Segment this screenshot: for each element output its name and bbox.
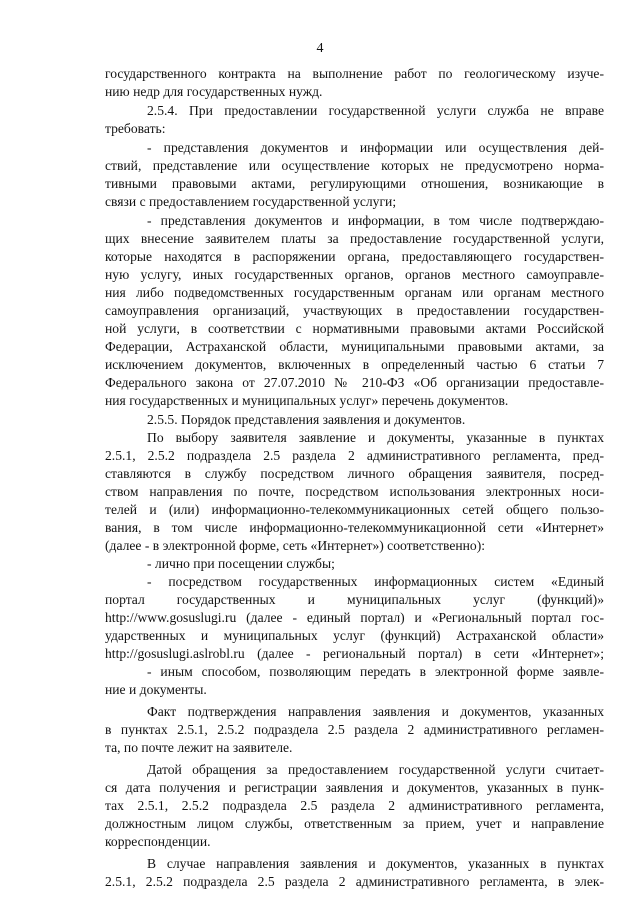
- text-line: - посредством государственных информационных систем «Единый: [147, 574, 604, 589]
- text-line: 2.5.1, 2.5.2 подраздела 2.5 раздела 2 административного регламента, в элек-: [105, 874, 604, 889]
- text-line: Датой обращения за предоставлением государственной услуги считает-: [147, 762, 604, 777]
- text-line: По выбору заявителя заявление и документы, указанные в пунктах: [147, 430, 604, 445]
- text-line: ставляются в службу посредством личного обращения заявителя, посред-: [105, 466, 604, 481]
- text-line: (далее - в электронной форме, сеть «Интернет») соответственно):: [105, 538, 486, 553]
- text-line: корреспонденции.: [105, 834, 211, 849]
- text-line: государственного контракта на выполнение работ по геологическому изуче-: [105, 66, 604, 81]
- text-line: В случае направления заявления и документов, указанных в пунктах: [147, 856, 604, 871]
- text-line: ния государственных и муниципальных услуг» перечень документов.: [105, 393, 509, 408]
- text-line: требовать:: [105, 121, 166, 136]
- text-line: портал государственных и муниципальных услуг (функций)»: [105, 592, 604, 607]
- text-line: в пунктах 2.5.1, 2.5.2 подраздела 2.5 раздела 2 административного регламен-: [105, 722, 604, 737]
- text-line: - представления документов и информации или осуществления дей-: [147, 140, 604, 155]
- text-line: ную услугу, иных государственных органов, органов местного самоуправле-: [105, 267, 604, 282]
- text-line: ствий, представление или осуществление которых не предусмотрено норма-: [105, 158, 604, 173]
- page-number: 4: [316, 41, 324, 56]
- text-line: та, по почте лежит на заявителе.: [105, 740, 293, 755]
- text-line: должностным лицом службы, ответственным за прием, учет и направление: [105, 816, 604, 831]
- text-line: ной услуги, в соответствии с нормативными правовыми актами Российской: [105, 321, 604, 336]
- text-line: 2.5.5. Порядок представления заявления и документов.: [147, 412, 466, 427]
- text-line: телей и (или) информационно-телекоммуникационных сетей общего пользо-: [105, 502, 604, 517]
- text-line: ся дата получения и регистрации заявления и документов, указанных в пунк-: [105, 780, 604, 795]
- text-line: ством направления по почте, посредством использования электронных носи-: [105, 484, 604, 499]
- text-line: ние и документы.: [105, 682, 207, 697]
- text-line: щих внесение заявителем платы за предоставление государственной услуги,: [105, 231, 604, 246]
- text-line: исключением документов, включенных в определенный частью 6 статьи 7: [105, 357, 604, 372]
- text-line: http://www.gosuslugi.ru (далее - единый портал) и «Региональный портал гос-: [105, 610, 604, 625]
- text-line: http://gosuslugi.aslrobl.ru (далее - региональный портал) в сети «Интернет»;: [105, 646, 604, 661]
- text-line: Факт подтверждения направления заявления и документов, указанных: [147, 704, 604, 719]
- text-line: - представления документов и информации, в том числе подтверждаю-: [147, 213, 604, 228]
- text-line: 2.5.4. При предоставлении государственной услуги служба не вправе: [147, 103, 604, 118]
- text-line: тивными правовыми актами, регулирующими отношения, возникающие в: [105, 176, 604, 191]
- text-line: связи с предоставлением государственной услуги;: [105, 194, 397, 209]
- text-line: Федерального закона от 27.07.2010 № 210-ФЗ «Об организации предоставле-: [105, 375, 604, 390]
- text-line: Федерации, Астраханской области, муниципальными правовыми актами, за: [105, 339, 604, 354]
- text-line: ударственных и муниципальных услуг (функций) Астраханской области»: [105, 628, 604, 643]
- text-line: тах 2.5.1, 2.5.2 подраздела 2.5 раздела 2 административного регламента,: [105, 798, 604, 813]
- text-line: - иным способом, позволяющим передать в электронной форме заявле-: [147, 664, 604, 679]
- text-line: 2.5.1, 2.5.2 подраздела 2.5 раздела 2 административного регламента, пред-: [105, 448, 604, 463]
- text-line: вания, в том числе информационно-телекоммуникационной сети «Интернет»: [105, 520, 604, 535]
- text-line: самоуправления организаций, участвующих в предоставлении государствен-: [105, 303, 604, 318]
- text-line: которые находятся в распоряжении органа, предоставляющего государствен-: [105, 249, 604, 264]
- text-line: - лично при посещении службы;: [147, 556, 335, 571]
- text-line: нию недр для государственных нужд.: [105, 84, 323, 99]
- text-line: ния либо подведомственных государственным органам или органам местного: [105, 285, 604, 300]
